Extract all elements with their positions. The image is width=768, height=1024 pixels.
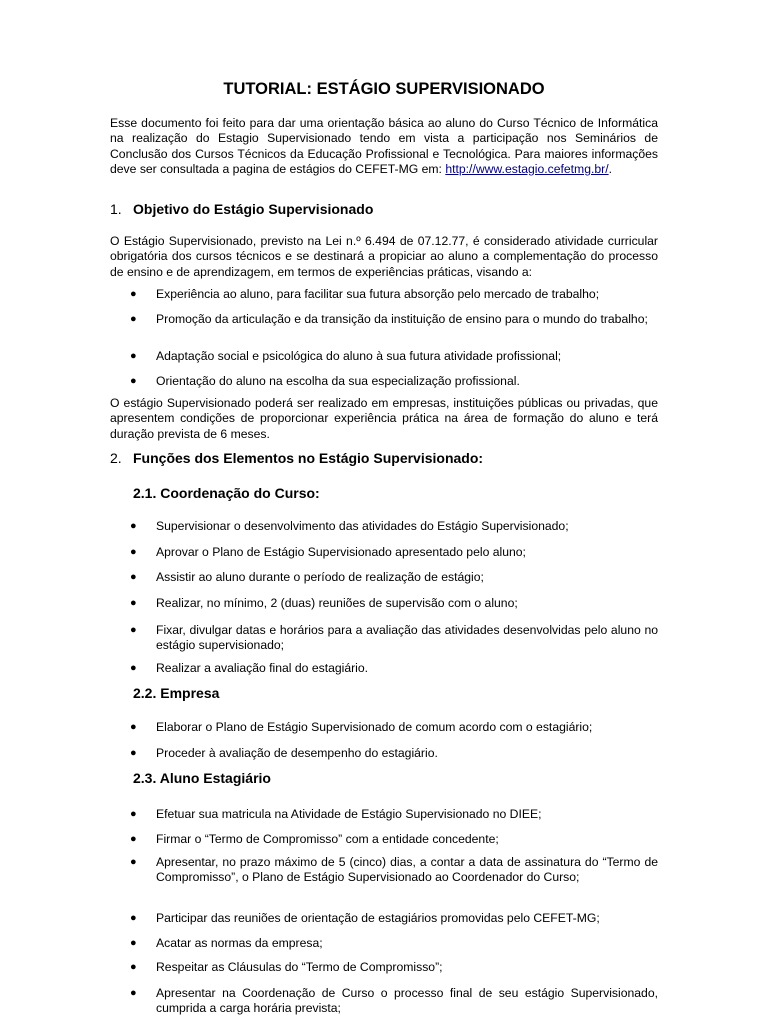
- list-item: ● Fixar, divulgar datas e horários para a avaliação das atividades desenvolvidas pelo aluno no estágio supervisionado;: [130, 623, 658, 653]
- intro-end: .: [608, 161, 612, 176]
- list-item: ● Adaptação social e psicológica do aluno à sua futura atividade profissional;: [130, 349, 562, 363]
- list-item: ● Realizar, no mínimo, 2 (duas) reuniões de supervisão com o aluno;: [130, 596, 518, 610]
- list-item: ● Respeitar as Cláusulas do “Termo de Compromisso”;: [130, 960, 443, 974]
- bullet-icon: ●: [130, 856, 137, 868]
- bullet-icon: ●: [130, 571, 137, 583]
- section-2-number: 2.: [110, 450, 122, 466]
- intro-paragraph: [110, 116, 658, 177]
- list-item: ● Participar das reuniões de orientação de estagiários promovidas pelo CEFET-MG;: [130, 911, 600, 925]
- list-item: ● Orientação do aluno na escolha da sua especialização profissional.: [130, 374, 520, 388]
- list-item: ● Aprovar o Plano de Estágio Supervisionado apresentado pelo aluno;: [130, 545, 526, 559]
- section-1-heading: [110, 201, 373, 217]
- section-1-paragraph-1: O Estágio Supervisionado, previsto na Lei n.º 6.494 de 07.12.77, é considerado atividade curricular obrigatória dos cursos técnicos e se destinará a propiciar ao aluno a complementação do processo de ensino e de aprendizagem, em termos de experiências práticas, visando a:: [110, 234, 658, 279]
- bullet-icon: ●: [130, 520, 137, 532]
- section-2-title: Funções dos Elementos no Estágio Supervisionado:: [133, 450, 484, 466]
- bullet-icon: ●: [130, 721, 137, 733]
- subsection-2-2-heading: 2.2. Empresa: [133, 685, 220, 701]
- list-item: ● Assistir ao aluno durante o período de realização de estágio;: [130, 570, 484, 584]
- bullet-icon: ●: [130, 624, 137, 636]
- list-item: ● Supervisionar o desenvolvimento das atividades do Estágio Supervisionado;: [130, 519, 569, 533]
- list-item: ● Efetuar sua matricula na Atividade de Estágio Supervisionado no DIEE;: [130, 807, 542, 821]
- section-1-number: 1.: [110, 201, 122, 217]
- list-item: ● Elaborar o Plano de Estágio Supervisionado de comum acordo com o estagiário;: [130, 720, 593, 734]
- bullet-icon: ●: [130, 808, 137, 820]
- list-item: ● Experiência ao aluno, para facilitar sua futura absorção pelo mercado de trabalho;: [130, 287, 600, 301]
- bullet-icon: ●: [130, 313, 137, 325]
- bullet-icon: ●: [130, 288, 137, 300]
- list-item: ● Promoção da articulação e da transição da instituição de ensino para o mundo do trabalho;: [130, 312, 648, 326]
- list-item: ● Proceder à avaliação de desempenho do estagiário.: [130, 746, 438, 760]
- list-item: ● Firmar o “Termo de Compromisso” com a entidade concedente;: [130, 832, 499, 846]
- bullet-icon: ●: [130, 833, 137, 845]
- bullet-icon: ●: [130, 375, 137, 387]
- section-2-heading: [110, 450, 483, 466]
- list-item: ● Apresentar, no prazo máximo de 5 (cinco) dias, a contar a data de assinatura do “Termo de Compromisso”, o Plano de Estágio Supervisionado ao Coordenador do Curso;: [130, 855, 658, 885]
- section-1-paragraph-2: O estágio Supervisionado poderá ser realizado em empresas, instituições públicas ou privadas, que apresentem condições de proporcionar experiência prática na área de formação do aluno e terá duração prevista de 6 meses.: [110, 396, 658, 441]
- bullet-icon: ●: [130, 546, 137, 558]
- bullet-icon: ●: [130, 937, 137, 949]
- list-item: ● Realizar a avaliação final do estagiário.: [130, 661, 369, 675]
- bullet-icon: ●: [130, 912, 137, 924]
- bullet-icon: ●: [130, 961, 137, 973]
- document-title: TUTORIAL: ESTÁGIO SUPERVISIONADO: [223, 80, 545, 98]
- bullet-icon: ●: [130, 662, 137, 674]
- section-1-title: Objetivo do Estágio Supervisionado: [133, 201, 374, 217]
- bullet-icon: ●: [130, 350, 137, 362]
- list-item: ● Apresentar na Coordenação de Curso o processo final de seu estágio Supervisionado, cumprida a carga horária prevista;: [130, 986, 658, 1016]
- subsection-2-3-heading: 2.3. Aluno Estagiário: [133, 770, 271, 786]
- bullet-icon: ●: [130, 597, 137, 609]
- bullet-icon: ●: [130, 747, 137, 759]
- estagio-link[interactable]: http://www.estagio.cefetmg.br/: [445, 161, 609, 176]
- list-item: ● Acatar as normas da empresa;: [130, 936, 323, 950]
- intro-text: Esse documento foi feito para dar uma orientação básica ao aluno do Curso Técnico de Informática na realização do Estagio Supervisionado tendo em vista a participação nos Seminários de Conclusão dos Cursos Técnicos da Educação Profissional e Tecnológica. Para maiores informações deve ser consultada a pagina de estágios do CEFET-MG em:: [110, 116, 658, 176]
- bullet-icon: ●: [130, 987, 137, 999]
- subsection-2-1-heading: 2.1. Coordenação do Curso:: [133, 485, 320, 501]
